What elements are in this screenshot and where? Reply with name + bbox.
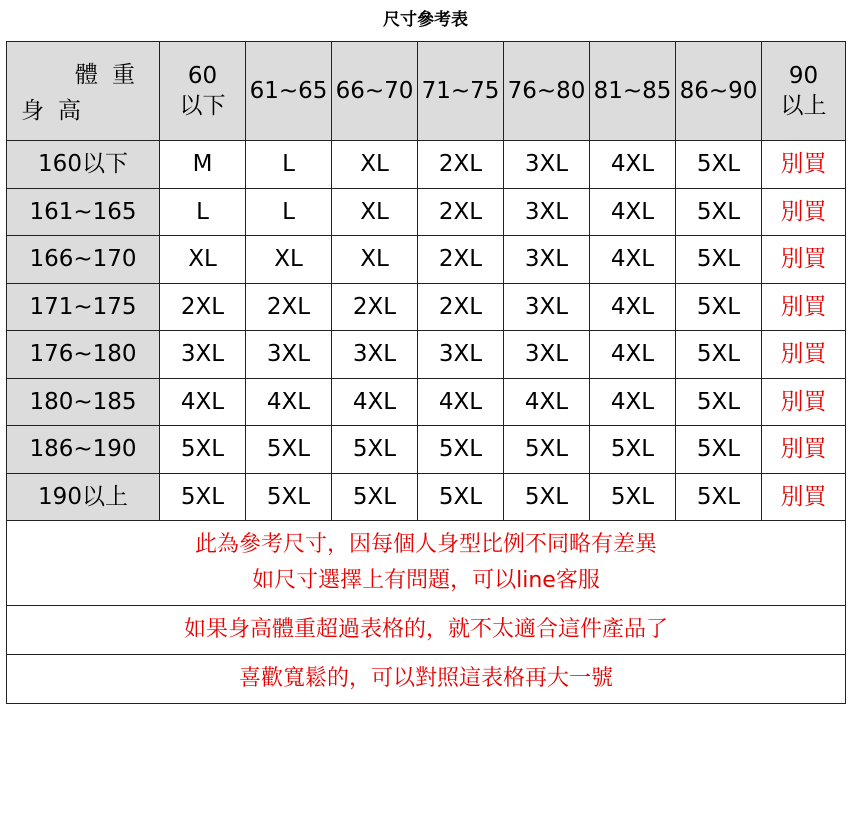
weight-header-text: 86~90	[679, 78, 758, 104]
size-cell: 5XL	[590, 473, 676, 521]
table-row	[7, 331, 846, 379]
size-cell: L	[246, 188, 332, 236]
size-cell: 3XL	[504, 141, 590, 189]
height-cell: 190以上	[7, 473, 160, 521]
size-cell: 5XL	[418, 426, 504, 474]
size-cell: 4XL	[590, 331, 676, 379]
weight-header-cell	[332, 42, 418, 141]
dont-buy-cell: 別買	[762, 331, 846, 379]
height-cell: 166~170	[7, 236, 160, 284]
size-cell: 2XL	[332, 283, 418, 331]
size-cell: XL	[246, 236, 332, 284]
page-title: 尺寸參考表	[383, 10, 468, 30]
size-cell: 5XL	[246, 426, 332, 474]
size-cell: XL	[332, 236, 418, 284]
size-cell: 2XL	[246, 283, 332, 331]
table-row	[7, 283, 846, 331]
size-cell: 2XL	[418, 236, 504, 284]
size-cell: 5XL	[676, 283, 762, 331]
height-cell: 160以下	[7, 141, 160, 189]
size-cell: XL	[332, 188, 418, 236]
size-cell: 5XL	[676, 426, 762, 474]
size-cell: 5XL	[676, 473, 762, 521]
size-cell: 4XL	[590, 141, 676, 189]
size-cell: 5XL	[504, 426, 590, 474]
size-cell: 5XL	[676, 236, 762, 284]
size-cell: 2XL	[418, 141, 504, 189]
corner-header-cell	[7, 42, 160, 141]
size-cell: 5XL	[418, 473, 504, 521]
weight-header-cell	[590, 42, 676, 141]
size-cell: L	[246, 141, 332, 189]
height-cell: 176~180	[7, 331, 160, 379]
dont-buy-cell: 別買	[762, 283, 846, 331]
weight-header-cell	[160, 42, 246, 141]
size-cell: 5XL	[676, 188, 762, 236]
table-row	[7, 188, 846, 236]
dont-buy-cell: 別買	[762, 188, 846, 236]
weight-header-cell	[246, 42, 332, 141]
weight-header-text: 66~70	[335, 78, 414, 104]
size-chart-table	[6, 41, 846, 704]
weight-header-text: 90	[788, 63, 819, 89]
header-row	[7, 42, 846, 141]
size-chart-body	[7, 42, 846, 704]
size-cell: 2XL	[418, 188, 504, 236]
height-cell: 171~175	[7, 283, 160, 331]
weight-header-text: 60	[187, 63, 218, 89]
size-cell: 4XL	[590, 378, 676, 426]
table-row	[7, 426, 846, 474]
size-cell: 5XL	[246, 473, 332, 521]
note-row	[7, 655, 846, 704]
dont-buy-cell: 別買	[762, 473, 846, 521]
size-cell: 5XL	[676, 331, 762, 379]
size-cell: 5XL	[332, 473, 418, 521]
weight-header-text: 以下	[179, 93, 226, 119]
size-cell: 4XL	[332, 378, 418, 426]
size-cell: XL	[160, 236, 246, 284]
dont-buy-cell: 別買	[762, 426, 846, 474]
size-cell: M	[160, 141, 246, 189]
size-cell: 4XL	[590, 283, 676, 331]
size-cell: 4XL	[504, 378, 590, 426]
weight-header-text: 76~80	[507, 78, 586, 104]
weight-header-cell	[676, 42, 762, 141]
size-cell: 3XL	[504, 188, 590, 236]
table-row	[7, 141, 846, 189]
size-cell: 5XL	[160, 426, 246, 474]
note-cell	[7, 521, 846, 606]
height-cell: 180~185	[7, 378, 160, 426]
weight-header-text: 61~65	[249, 78, 328, 104]
height-cell: 186~190	[7, 426, 160, 474]
note-text: 此為參考尺寸，因每個人身型比例不同略有差異	[194, 532, 657, 557]
note-text: 如尺寸選擇上有問題，可以line客服	[252, 568, 600, 593]
size-cell: 5XL	[332, 426, 418, 474]
table-row	[7, 236, 846, 284]
weight-axis-label: 體重	[75, 62, 149, 88]
dont-buy-cell: 別買	[762, 236, 846, 284]
size-cell: 2XL	[418, 283, 504, 331]
table-row	[7, 378, 846, 426]
size-cell: XL	[332, 141, 418, 189]
size-cell: 3XL	[504, 283, 590, 331]
weight-header-text: 71~75	[421, 78, 500, 104]
size-cell: 5XL	[676, 141, 762, 189]
size-cell: 3XL	[504, 331, 590, 379]
size-cell: 3XL	[332, 331, 418, 379]
size-cell: 5XL	[504, 473, 590, 521]
table-row	[7, 473, 846, 521]
dont-buy-cell: 別買	[762, 141, 846, 189]
note-text: 喜歡寬鬆的，可以對照這表格再大一號	[7, 655, 846, 704]
height-axis-label: 身高	[21, 98, 95, 124]
size-cell: 4XL	[590, 236, 676, 284]
size-cell: 5XL	[590, 426, 676, 474]
weight-header-text: 以上	[780, 93, 827, 119]
size-cell: 3XL	[504, 236, 590, 284]
weight-header-cell	[418, 42, 504, 141]
size-cell: 2XL	[160, 283, 246, 331]
size-cell: 4XL	[246, 378, 332, 426]
note-row	[7, 521, 846, 606]
size-cell: 4XL	[590, 188, 676, 236]
size-cell: 3XL	[160, 331, 246, 379]
size-cell: 5XL	[160, 473, 246, 521]
size-cell: 5XL	[676, 378, 762, 426]
height-cell: 161~165	[7, 188, 160, 236]
weight-header-cell	[504, 42, 590, 141]
note-row	[7, 606, 846, 655]
size-cell: 3XL	[246, 331, 332, 379]
weight-header-text: 81~85	[593, 78, 672, 104]
note-text: 如果身高體重超過表格的，就不太適合這件產品了	[7, 606, 846, 655]
weight-header-cell	[762, 42, 846, 141]
dont-buy-cell: 別買	[762, 378, 846, 426]
size-cell: 4XL	[418, 378, 504, 426]
size-cell: 4XL	[160, 378, 246, 426]
size-cell: 3XL	[418, 331, 504, 379]
size-cell: L	[160, 188, 246, 236]
